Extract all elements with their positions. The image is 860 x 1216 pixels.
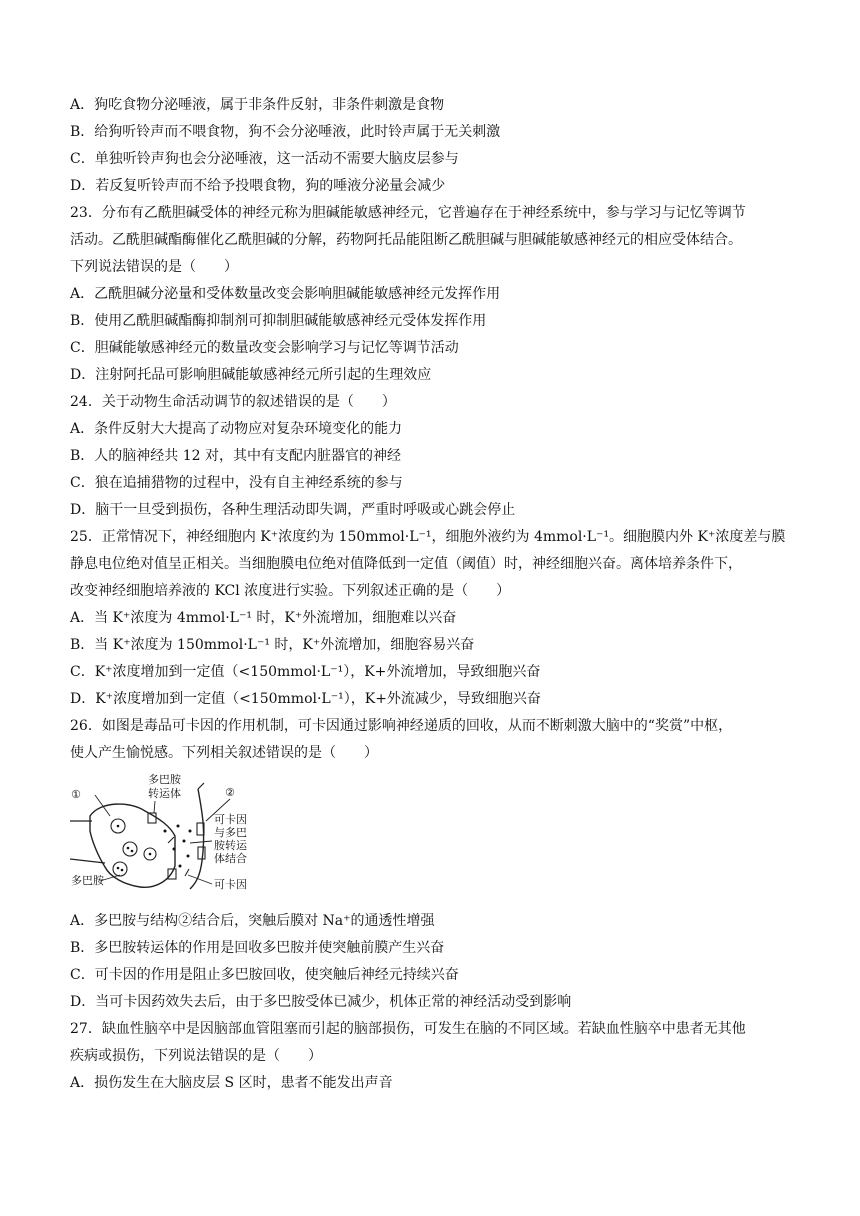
q23-option-d: D．注射阿托品可影响胆碱能敏感神经元所引起的生理效应 [70, 367, 432, 383]
q26-option-b: B．多巴胺转运体的作用是回收多巴胺并使突触前膜产生兴奋 [70, 940, 445, 956]
marker-2: ② [225, 786, 235, 799]
leader-line [190, 841, 212, 843]
vesicle-dot [131, 850, 134, 853]
q23-option-a: A．乙酰胆碱分泌量和受体数量改变会影响胆碱能敏感神经元发挥作用 [70, 286, 501, 302]
label-dopamine-transporter: 转运体 [148, 787, 181, 800]
q26-option-c: C．可卡因的作用是阻止多巴胺回收，使突触后神经元持续兴奋 [70, 967, 459, 983]
question-23 [70, 200, 800, 389]
receptor-mark [198, 847, 205, 859]
q24-option-a: A．条件反射大大提高了动物应对复杂环境变化的能力 [70, 421, 403, 437]
q25-option-b: B．当 K⁺浓度为 150mmol·L⁻¹ 时，K⁺外流增加，细胞容易兴奋 [70, 637, 475, 653]
q27-stem-line: 疾病或损伤，下列说法错误的是（ ） [70, 1048, 322, 1064]
vesicle-dot [149, 853, 152, 856]
transporter-mark [168, 869, 176, 879]
q24-option-b: B．人的脑神经共 12 对，其中有支配内脏器官的神经 [70, 448, 402, 464]
vesicle [123, 842, 137, 856]
q22-option-c: C．单独听铃声狗也会分泌唾液，这一活动不需要大脑皮层参与 [70, 151, 459, 167]
label-dopamine-transporter: 多巴胺 [148, 773, 181, 786]
q24-option-c: C．狼在追捕猎物的过程中，没有自主神经系统的参与 [70, 475, 403, 491]
dopamine-dot [179, 865, 182, 868]
q27-stem-line: 27．缺血性脑卒中是因脑部血管阻塞而引起的脑部损伤，可发生在脑的不同区域。若缺血性脑卒中患者无其他 [70, 1021, 746, 1037]
q26-stem-line: 26．如图是毒品可卡因的作用机制，可卡因通过影响神经递质的回收，从而不断刺激大脑中的“奖赏”中枢， [70, 718, 733, 734]
dopamine-dot [183, 840, 186, 843]
q24-stem-line: 24．关于动物生命活动调节的叙述错误的是（ ） [70, 394, 396, 410]
dopamine-dot [164, 830, 167, 833]
q23-option-c: C．胆碱能敏感神经元的数量改变会影响学习与记忆等调节活动 [70, 340, 459, 356]
vesicle-dot [117, 825, 120, 828]
dopamine-dot [187, 855, 190, 858]
leader-line [154, 801, 155, 813]
q25-option-d: D．K⁺浓度增加到一定值（<150mmol·L⁻¹），K+外流减少，导致细胞兴奋 [70, 691, 541, 707]
vesicle-dot [121, 869, 124, 872]
label-cocaine-binding: 胺转运 [214, 839, 247, 852]
q25-option-a: A．当 K⁺浓度为 4mmol·L⁻¹ 时，K⁺外流增加，细胞难以兴奋 [70, 610, 457, 626]
question-26 [70, 713, 800, 1016]
vesicle [113, 862, 127, 876]
q22-options [70, 92, 800, 200]
dopamine-dot [189, 830, 192, 833]
question-27 [70, 1016, 800, 1097]
q25-stem-line: 25．正常情况下，神经细胞内 K⁺浓度约为 150mmol·L⁻¹，细胞外液约为 4mmol·L⁻¹。细胞膜内外 K⁺浓度差与膜 [70, 529, 786, 545]
question-25 [70, 524, 800, 713]
marker-1: ① [71, 788, 81, 801]
q22-option-a: A．狗吃食物分泌唾液，属于非条件反射，非条件刺激是食物 [70, 97, 445, 113]
vesicle-dot [117, 867, 120, 870]
q24-option-d: D．脑干一旦受到损伤，各种生理活动即失调，严重时呼吸或心跳会停止 [70, 502, 516, 518]
q23-option-b: B．使用乙酰胆碱酯酶抑制剂可抑制胆碱能敏感神经元受体发挥作用 [70, 313, 487, 329]
label-dopamine: 多巴胺 [71, 874, 104, 887]
vesicle-dot [127, 847, 130, 850]
q23-stem-line: 下列说法错误的是（ ） [70, 259, 238, 275]
postsynaptic-membrane [190, 789, 204, 889]
label-cocaine: 可卡因 [214, 878, 247, 891]
q23-stem-line: 活动。乙酰胆碱酯酶催化乙酰胆碱的分解，药物阿托品能阻断乙酰胆碱与胆碱能敏感神经元的相应受体结合。 [70, 232, 742, 248]
q22-option-b: B．给狗听铃声而不喂食物，狗不会分泌唾液，此时铃声属于无关刺激 [70, 124, 501, 140]
q25-option-c: C．K⁺浓度增加到一定值（<150mmol·L⁻¹），K+外流增加，导致细胞兴奋 [70, 664, 541, 680]
q25-stem-line: 静息电位绝对值呈正相关。当细胞膜电位绝对值降低到一定值（阈值）时，神经细胞兴奋。离体培养条件下， [70, 556, 742, 572]
q26-stem-line: 使人产生愉悦感。下列相关叙述错误的是（ ） [70, 745, 378, 761]
label-cocaine-binding: 体结合 [214, 852, 247, 865]
document-page [70, 92, 800, 1097]
question-24 [70, 389, 800, 524]
leader-line [188, 875, 212, 884]
q26-option-a: A．多巴胺与结构②结合后，突触后膜对 Na⁺的通透性增强 [70, 913, 435, 929]
synapse-svg [70, 771, 270, 906]
membrane-edge [198, 783, 204, 789]
cocaine-mark [168, 837, 174, 843]
q22-option-d: D．若反复听铃声而不给予投喂食物，狗的唾液分泌量会减少 [70, 178, 446, 194]
q26-option-d: D．当可卡因药效失去后，由于多巴胺受体已减少，机体正常的神经活动受到影响 [70, 994, 572, 1010]
dopamine-dot [177, 825, 180, 828]
axon-line [70, 859, 105, 863]
dopamine-dot [173, 848, 176, 851]
label-cocaine-binding: 可卡因 [214, 813, 247, 826]
q25-stem-line: 改变神经细胞培养液的 KCl 浓度进行实验。下列叙述正确的是（ ） [70, 583, 511, 599]
q27-option-a: A．损伤发生在大脑皮层 S 区时，患者不能发出声音 [70, 1075, 393, 1091]
label-cocaine-binding: 与多巴 [214, 826, 247, 839]
synapse-diagram [70, 771, 800, 906]
q23-stem-line: 23．分布有乙酰胆碱受体的神经元称为胆碱能敏感神经元，它普遍存在于神经系统中，参与学习与记忆等调节 [70, 205, 746, 221]
